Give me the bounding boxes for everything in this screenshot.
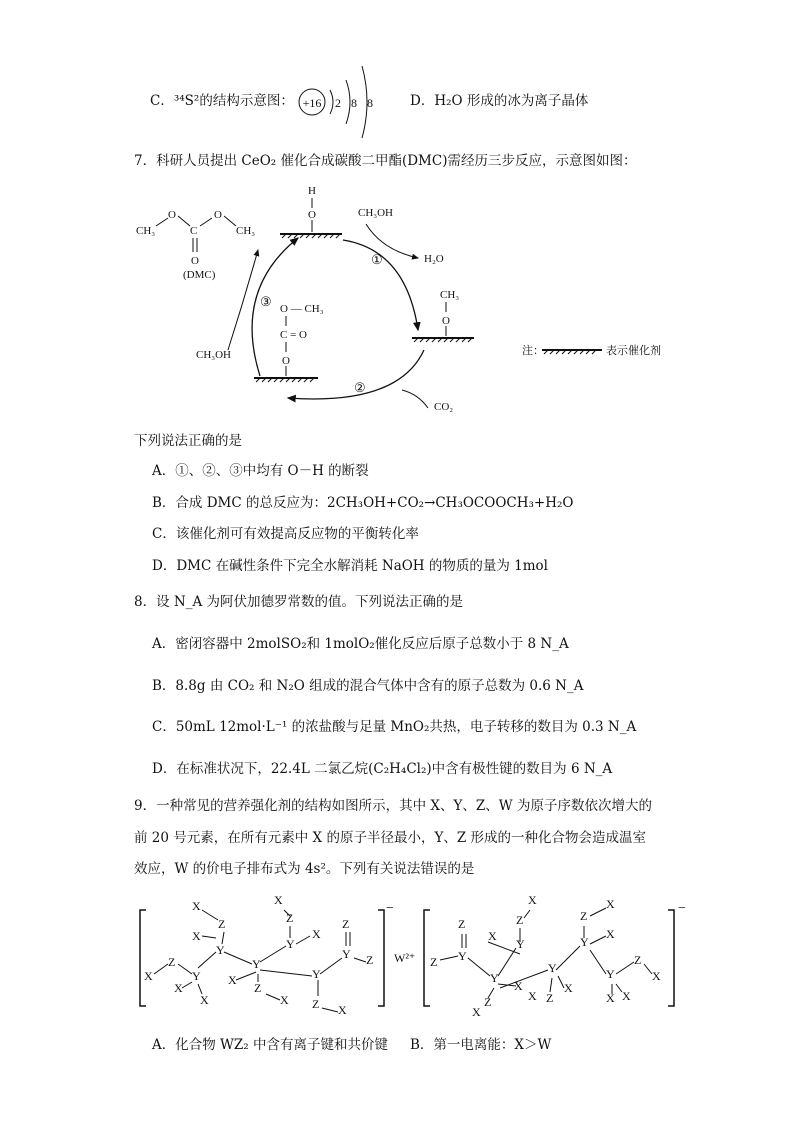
svg-text:X: X — [312, 927, 321, 941]
anion-charge-left: − — [386, 901, 394, 916]
shell-2-electrons: 8 — [351, 96, 357, 110]
svg-text:X: X — [622, 989, 631, 1003]
dmc-label: (DMC) — [183, 269, 216, 281]
shell-3-electrons: 8 — [367, 96, 373, 110]
svg-text:Z: Z — [342, 917, 350, 931]
svg-text:X: X — [472, 1005, 481, 1019]
svg-text:X: X — [606, 927, 615, 941]
svg-text:X: X — [488, 929, 497, 943]
svg-text:O: O — [214, 209, 222, 221]
q7-question: 下列说法正确的是 — [134, 433, 242, 449]
q7-stem: 7．科研人员提出 CeO₂ 催化合成碳酸二甲酯(DMC)需经历三步反应，示意图如图： — [134, 153, 637, 169]
svg-text:X: X — [192, 929, 201, 943]
svg-text:X: X — [200, 993, 209, 1007]
svg-text:X: X — [174, 981, 183, 995]
svg-text:Y: Y — [286, 937, 295, 951]
svg-text:Z: Z — [168, 955, 176, 969]
catalyst-oh-site — [280, 185, 342, 238]
ch3oh-reactant-top: CH₃OH — [358, 207, 394, 219]
svg-text:X: X — [144, 969, 153, 983]
q6-option-c-text: C．³⁴S²的结构示意图： — [150, 93, 294, 109]
q9-option-b: B．第一电离能：X＞W — [410, 1037, 552, 1053]
svg-text:X: X — [606, 897, 615, 911]
svg-text:X: X — [564, 981, 573, 995]
q8-stem: 8．设 N_A 为阿伏加德罗常数的值。下列说法正确的是 — [134, 594, 463, 610]
co2-reactant: CO₂ — [434, 401, 454, 413]
cation-w: W²⁺ — [394, 951, 416, 965]
svg-text:Y: Y — [606, 967, 615, 981]
svg-text:Z: Z — [634, 953, 642, 967]
q9-stem-line-3: 效应，W 的价电子排布式为 4s²。下列有关说法错误的是 — [134, 861, 475, 877]
svg-text:X: X — [338, 1003, 347, 1017]
svg-text:Z: Z — [312, 997, 320, 1011]
svg-text:X: X — [514, 979, 523, 993]
catalyst-carbonate-site — [254, 303, 324, 382]
q7-option-a: A．①、②、③中均有 O－H 的断裂 — [152, 463, 369, 479]
step-3-label: ③ — [260, 294, 272, 309]
svg-text:O: O — [442, 315, 450, 327]
svg-text:CH₃: CH₃ — [136, 225, 156, 237]
svg-text:Z: Z — [484, 995, 492, 1009]
svg-text:C = O: C = O — [280, 329, 307, 341]
shell-1-electrons: 2 — [335, 96, 341, 110]
catalyst-och3-site — [412, 289, 474, 342]
svg-text:Z: Z — [546, 991, 554, 1005]
q8-option-a: A．密闭容器中 2molSO₂和 1molO₂催化反应后原子总数小于 8 N_A — [152, 636, 569, 652]
q7-option-b: B．合成 DMC 的总反应为：2CH₃OH+CO₂→CH₃OCOOCH₃+H₂O — [152, 495, 574, 511]
svg-text:CH₃: CH₃ — [440, 289, 460, 301]
svg-text:Z: Z — [458, 917, 466, 931]
svg-text:O — CH₃: O — CH₃ — [280, 303, 324, 315]
svg-text:Z: Z — [254, 981, 262, 995]
svg-text:X: X — [280, 993, 289, 1007]
svg-text:Y: Y — [252, 957, 261, 971]
svg-text:Y: Y — [192, 969, 201, 983]
h2o-product: H₂O — [424, 253, 444, 265]
dmc-molecule — [136, 209, 255, 281]
svg-text:X: X — [606, 991, 615, 1005]
svg-text:C: C — [190, 225, 198, 237]
q9-stem-line-2: 前 20 号元素，在所有元素中 X 的原子半径最小，Y、Z 形成的一种化合物会造成温室 — [134, 830, 647, 846]
svg-text:Y: Y — [458, 949, 467, 963]
svg-text:O: O — [191, 255, 199, 267]
svg-text:X: X — [192, 899, 201, 913]
svg-text:O: O — [308, 209, 316, 221]
svg-text:Y: Y — [548, 961, 557, 975]
q9-stem-line-1: 9．一种常见的营养强化剂的结构如图所示，其中 X、Y、Z、W 为原子序数依次增大的 — [134, 798, 652, 814]
svg-text:H: H — [308, 185, 316, 197]
dmc-reaction-cycle-diagram — [128, 180, 688, 420]
step-2-label: ② — [354, 380, 366, 395]
svg-text:Z: Z — [430, 955, 438, 969]
svg-text:X: X — [652, 969, 661, 983]
svg-text:CH₃: CH₃ — [236, 225, 256, 237]
svg-text:O: O — [282, 355, 290, 367]
q9-option-a: A．化合物 WZ₂ 中含有离子键和共价键 — [152, 1037, 388, 1053]
svg-text:Z: Z — [366, 953, 374, 967]
svg-text:X: X — [528, 893, 537, 907]
svg-text:X: X — [228, 973, 237, 987]
svg-text:Y: Y — [342, 947, 351, 961]
svg-text:X: X — [274, 893, 283, 907]
q7-option-d: D．DMC 在碱性条件下完全水解消耗 NaOH 的物质的量为 1mol — [152, 558, 549, 574]
step-1-label: ① — [371, 252, 383, 267]
nucleus-charge: +16 — [302, 96, 322, 110]
svg-text:Z: Z — [580, 909, 588, 923]
q8-option-c: C．50mL 12mol·L⁻¹ 的浓盐酸与足量 MnO₂共热，电子转移的数目为 0.3 N_A — [152, 719, 637, 735]
svg-text:Z: Z — [286, 911, 294, 925]
anion-charge-right: − — [678, 901, 686, 916]
ch3oh-reactant-bottom: CH₃OH — [196, 349, 232, 361]
q7-option-c: C．该催化剂可有效提高反应物的平衡转化率 — [152, 526, 419, 542]
q6-option-d: D．H₂O 形成的冰为离子晶体 — [410, 93, 589, 109]
svg-text:O: O — [168, 209, 176, 221]
svg-text:Z: Z — [218, 917, 226, 931]
atom-structure-diagram — [296, 60, 396, 145]
svg-text:Y: Y — [490, 971, 499, 985]
q8-option-b: B．8.8g 由 CO₂ 和 N₂O 组成的混合气体中含有的原子总数为 0.6 N_A — [152, 678, 584, 694]
svg-text:Y: Y — [216, 943, 225, 957]
svg-text:Y: Y — [516, 937, 525, 951]
anion-right — [430, 893, 661, 1019]
anion-left — [144, 893, 373, 1017]
svg-text:X: X — [528, 989, 537, 1003]
svg-text:Z: Z — [516, 913, 524, 927]
compound-structure-diagram — [132, 888, 692, 1020]
svg-text:Y: Y — [312, 967, 321, 981]
svg-text:Y: Y — [580, 935, 589, 949]
legend-note: 注： — [522, 345, 544, 357]
legend-text: 表示催化剂 — [606, 345, 661, 357]
q8-option-d: D．在标准状况下，22.4L 二氯乙烷(C₂H₄Cl₂)中含有极性键的数目为 6 N_A — [152, 761, 613, 777]
